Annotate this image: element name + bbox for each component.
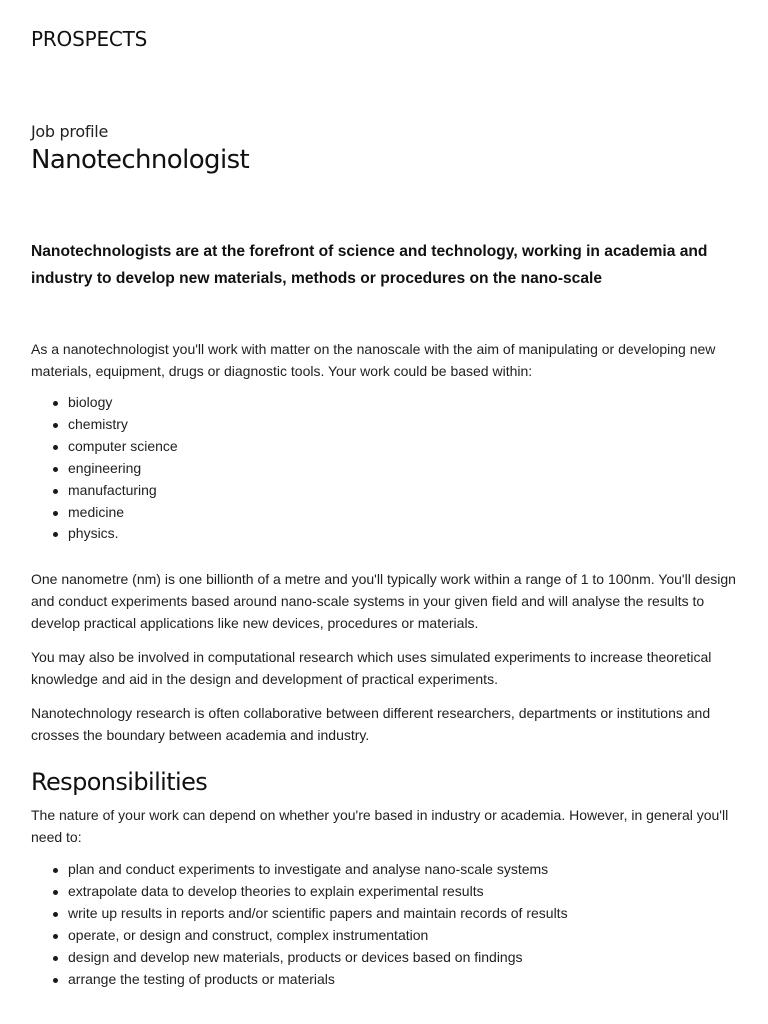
list-item: design and develop new materials, products or devices based on findings [68,947,728,969]
list-item: engineering [68,458,728,480]
list-item: computer science [68,436,728,458]
responsibilities-intro: The nature of your work can depend on whether you're based in industry or academia. However, in general you'll need to: [31,807,729,845]
list-item: medicine [68,502,728,524]
list-item: manufacturing [68,480,728,502]
list-item: write up results in reports and/or scientific papers and maintain records of results [68,903,728,925]
fields-list [68,392,728,545]
list-item: physics. [68,523,728,545]
list-item: operate, or design and construct, complex instrumentation [68,925,728,947]
intro-paragraph: As a nanotechnologist you'll work with matter on the nanoscale with the aim of manipulating or developing new materials, equipment, drugs or diagnostic tools. Your work could be based within: [31,341,716,379]
job-profile-label: Job profile [31,122,108,141]
list-item: extrapolate data to develop theories to explain experimental results [68,881,728,903]
list-item: biology [68,392,728,414]
list-item: arrange the testing of products or materials [68,969,728,991]
computational-paragraph: You may also be involved in computational research which uses simulated experiments to increase theoretical knowledge and aid in the design and development of practical experiments. [31,649,712,687]
page-title: Nanotechnologist [31,145,250,175]
responsibilities-heading: Responsibilities [31,768,208,796]
prospects-logo[interactable]: PROSPECTS [31,27,148,51]
list-item: chemistry [68,414,728,436]
lead-paragraph: Nanotechnologists are at the forefront of science and technology, working in academia and industry to develop new materials, methods or procedures on the nano-scale [31,243,708,287]
nanometre-paragraph: One nanometre (nm) is one billionth of a metre and you'll typically work within a range of 1 to 100nm. You'll design and conduct experiments based around nano-scale systems in your given field and will analyse the results to develop practical applications like new devices, procedures or materials. [31,571,736,631]
list-item: plan and conduct experiments to investigate and analyse nano-scale systems [68,859,728,881]
responsibilities-list [68,859,728,990]
collaboration-paragraph: Nanotechnology research is often collaborative between different researchers, departments or institutions and crosses the boundary between academia and industry. [31,705,711,743]
